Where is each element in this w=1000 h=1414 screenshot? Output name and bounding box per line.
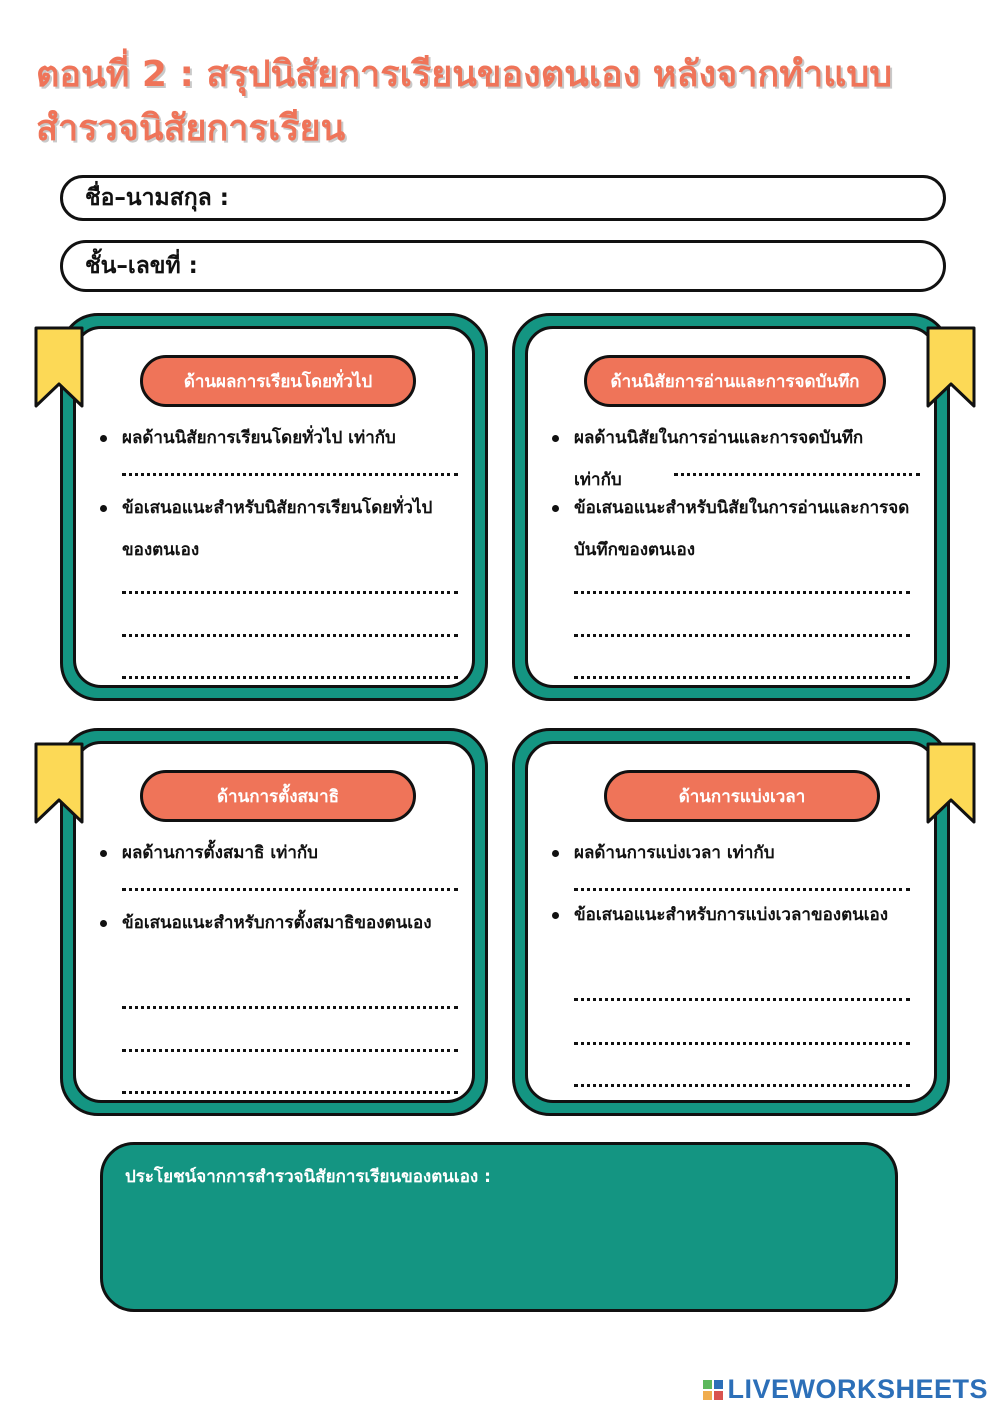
result-bullet: ผลด้านนิสัยการเรียนโดยทั่วไป เท่ากับ <box>122 417 462 459</box>
card-inner <box>525 326 937 688</box>
ribbon-bookmark-icon <box>34 326 84 408</box>
liveworksheets-brand[interactable] <box>703 1374 988 1405</box>
card-header: ด้านนิสัยการอ่านและการจดบันทึก <box>584 355 886 407</box>
answer-line[interactable] <box>122 676 458 679</box>
answer-line[interactable] <box>122 888 458 891</box>
brand-name: LIVEWORKSHEETS <box>727 1374 988 1404</box>
answer-line[interactable] <box>122 1006 458 1009</box>
answer-line[interactable] <box>122 1049 458 1052</box>
answer-line[interactable] <box>574 888 910 891</box>
class-input[interactable] <box>206 250 919 282</box>
suggestion-bullet: ข้อเสนอแนะสำหรับการตั้งสมาธิของตนเอง <box>122 902 462 944</box>
card-header: ด้านการตั้งสมาธิ <box>140 770 416 822</box>
liveworksheets-logo-icon <box>703 1380 723 1400</box>
card-header: ด้านผลการเรียนโดยทั่วไป <box>140 355 416 407</box>
result-bullet: ผลด้านนิสัยในการอ่านและการจดบันทึก เท่ากับ <box>574 417 914 501</box>
suggestion-bullet: ข้อเสนอแนะสำหรับนิสัยในการอ่านและการจดบันทึกของตนเอง <box>574 487 914 571</box>
benefit-answer-input[interactable] <box>125 1201 873 1291</box>
result-bullet: ผลด้านการแบ่งเวลา เท่ากับ <box>574 832 914 874</box>
answer-line[interactable] <box>122 473 458 476</box>
card-time-management <box>512 728 950 1116</box>
card-reading-notetaking <box>512 313 950 701</box>
benefit-label: ประโยชน์จากการสำรวจนิสัยการเรียนของตนเอง : <box>125 1167 491 1187</box>
answer-line[interactable] <box>574 591 910 594</box>
card-header: ด้านการแบ่งเวลา <box>604 770 880 822</box>
ribbon-bookmark-icon <box>926 742 976 824</box>
name-field[interactable] <box>60 175 946 221</box>
ribbon-bookmark-icon <box>34 742 84 824</box>
card-concentration <box>60 728 488 1116</box>
answer-line[interactable] <box>574 998 910 1001</box>
answer-line[interactable] <box>122 591 458 594</box>
class-field[interactable] <box>60 240 946 292</box>
answer-line[interactable] <box>122 1091 458 1094</box>
answer-line[interactable] <box>574 1042 910 1045</box>
ribbon-bookmark-icon <box>926 326 976 408</box>
suggestion-bullet: ข้อเสนอแนะสำหรับนิสัยการเรียนโดยทั่วไปของตนเอง <box>122 487 462 571</box>
name-field-label: ชื่อ–นามสกุล : <box>85 185 229 211</box>
name-input[interactable] <box>237 182 919 214</box>
card-general-study <box>60 313 488 701</box>
card-inner <box>73 326 475 688</box>
answer-line[interactable] <box>574 634 910 637</box>
class-field-label: ชั้น–เลขที่ : <box>85 253 198 279</box>
benefit-box <box>100 1142 898 1312</box>
card-inner <box>73 741 475 1103</box>
page-title: ตอนที่ 2 : สรุปนิสัยการเรียนของตนเอง หลังจากทำแบบสำรวจนิสัยการเรียน <box>36 54 893 149</box>
answer-line[interactable] <box>574 1084 910 1087</box>
result-bullet: ผลด้านการตั้งสมาธิ เท่ากับ <box>122 832 462 874</box>
answer-line[interactable] <box>122 634 458 637</box>
answer-line[interactable] <box>674 473 920 476</box>
card-inner <box>525 741 937 1103</box>
answer-line[interactable] <box>574 676 910 679</box>
suggestion-bullet: ข้อเสนอแนะสำหรับการแบ่งเวลาของตนเอง <box>574 894 914 936</box>
